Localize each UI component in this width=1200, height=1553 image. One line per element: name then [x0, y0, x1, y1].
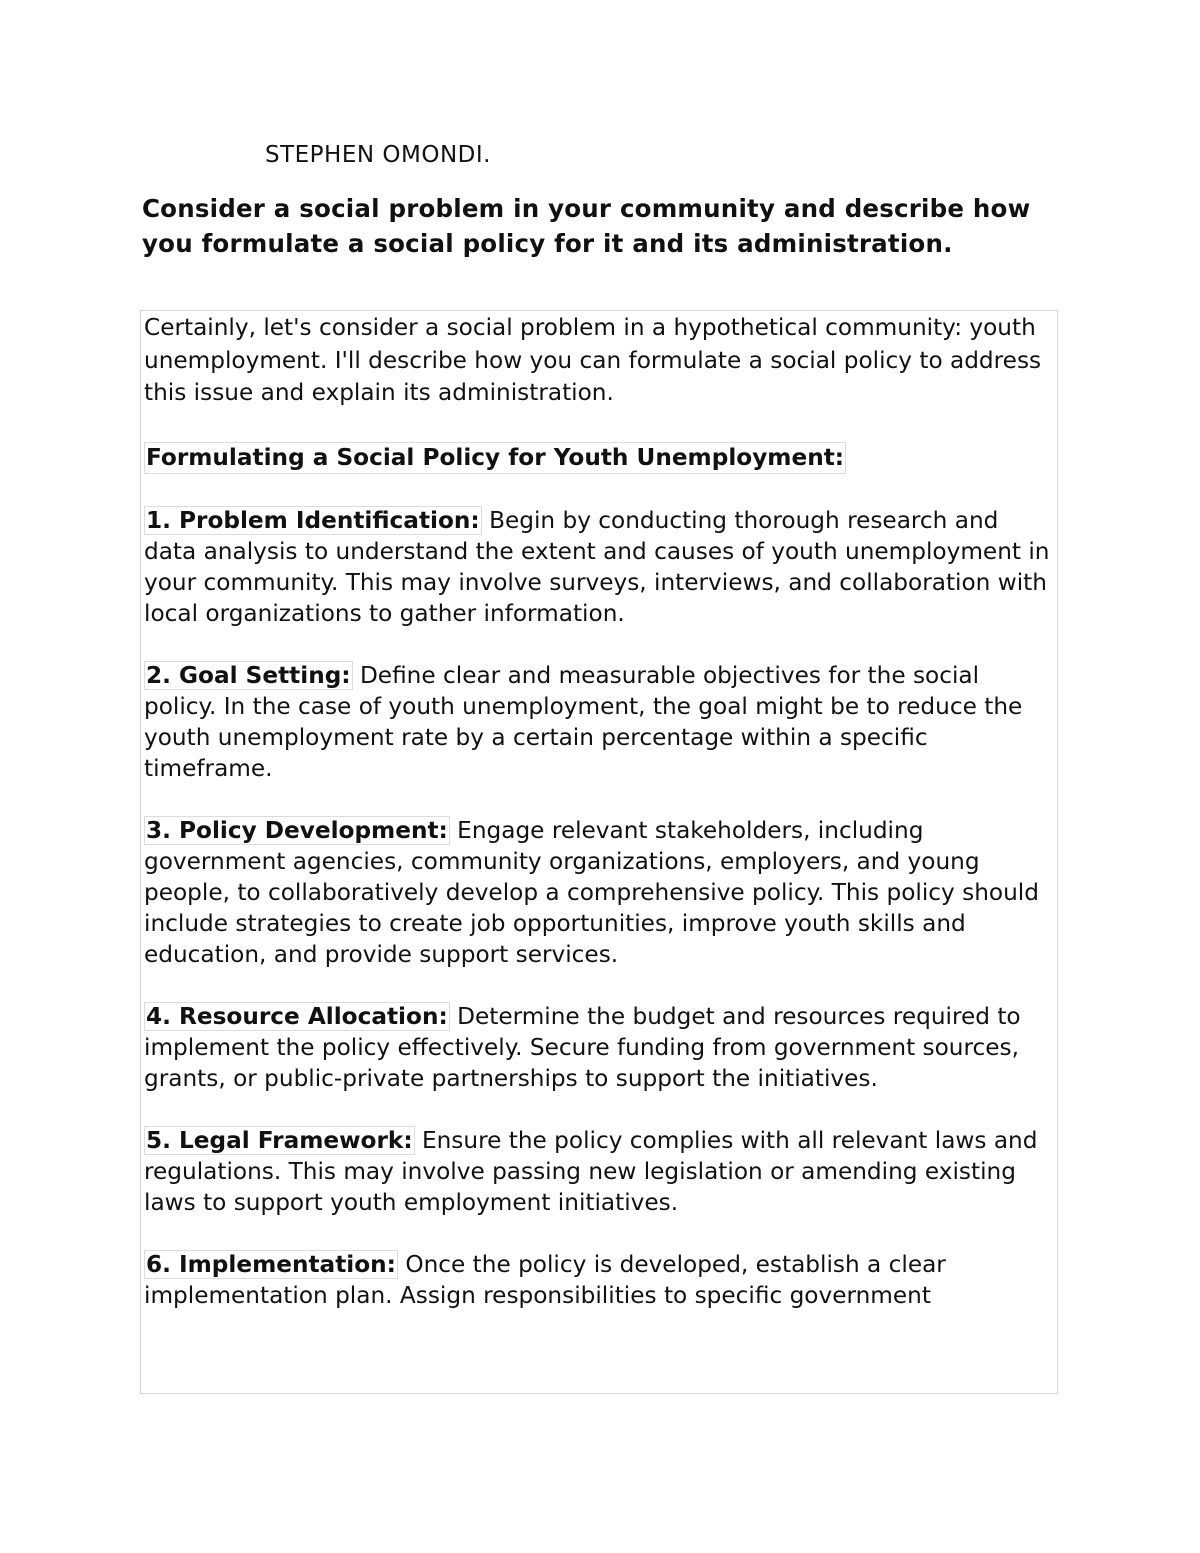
policy-step-2: [144, 660, 1055, 784]
step-text: Engage relevant stakeholders, including government agencies, community organizations, employers, and young people, to collaboratively develop a comprehensive policy. This policy should include strategies to create job opportunities, improve youth skills and education, and provide support services.: [144, 816, 1039, 968]
step-title: 6. Implementation:: [146, 1250, 396, 1278]
policy-step-1: [144, 505, 1055, 629]
intro-paragraph: Certainly, let's consider a social problem in a hypothetical community: youth unemployment. I'll describe how you can formulate a social policy to address this issue and explain its administration.: [144, 314, 1042, 406]
section-heading: Formulating a Social Policy for Youth Unemployment:: [144, 442, 846, 474]
step-text: Once the policy is developed, establish a clear implementation plan. Assign responsibilities to specific government: [144, 1250, 946, 1309]
answer-text-box: [140, 310, 1058, 1394]
step-title: 4. Resource Allocation:: [146, 1002, 448, 1030]
author-name: STEPHEN OMONDI.: [265, 142, 491, 168]
step-title: 2. Goal Setting:: [146, 661, 351, 689]
policy-step-5: [144, 1125, 1055, 1218]
question-heading: Consider a social problem in your community and describe how you formulate a social policy for it and its administration.: [142, 194, 1031, 258]
policy-step-6: [144, 1249, 1055, 1311]
step-text: Ensure the policy complies with all relevant laws and regulations. This may involve passing new legislation or amending existing laws to support youth employment initiatives.: [144, 1126, 1038, 1216]
step-title: 3. Policy Development:: [146, 816, 448, 844]
step-title: 1. Problem Identification:: [146, 506, 480, 534]
policy-step-4: [144, 1001, 1055, 1094]
step-title: 5. Legal Framework:: [146, 1126, 413, 1154]
step-text: Begin by conducting thorough research and data analysis to understand the extent and causes of youth unemployment in your community. This may involve surveys, interviews, and collaboration with local organizations to gather information.: [144, 506, 1050, 627]
step-text: Define clear and measurable objectives for the social policy. In the case of youth unemployment, the goal might be to reduce the youth unemployment rate by a certain percentage within a specific timeframe.: [144, 661, 1023, 782]
step-text: Determine the budget and resources required to implement the policy effectively. Secure funding from government sources, grants, or public-private partnerships to support the initiatives.: [144, 1002, 1021, 1092]
policy-step-3: [144, 815, 1055, 970]
